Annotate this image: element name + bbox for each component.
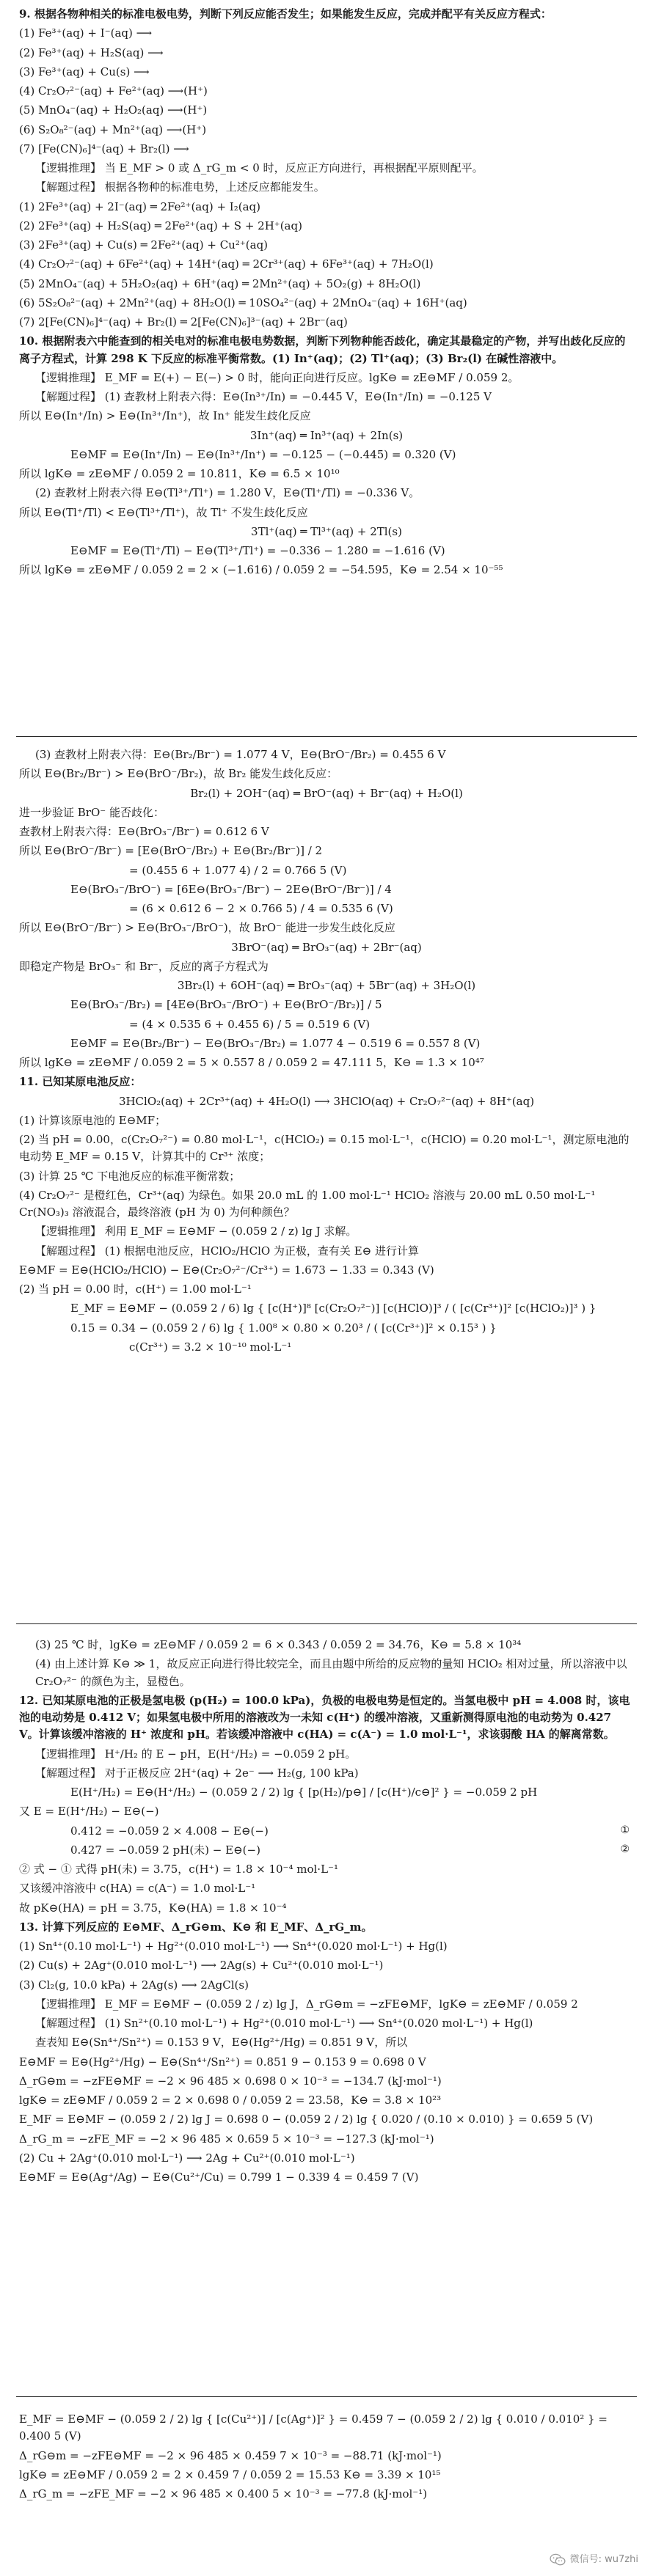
text-line: (4) 由上述计算 K⊖ ≫ 1，故反应正向进行得比较完全，而且由题中所给的反应物的量知 HClO₂ 相对过量，所以溶液中以 Cr₂O₇²⁻ 的颜色为主，显橙色。	[35, 1657, 627, 1688]
equation-line: E⊖MF = E⊖(Br₂/Br⁻) − E⊖(BrO₃⁻/Br₂) = 1.077 4 − 0.519 6 = 0.557 8 (V)	[70, 1036, 481, 1050]
equation-marker: ①	[620, 1824, 630, 1836]
equation-line: 所以 lgK⊖ = zE⊖MF / 0.059 2 = 5 × 0.557 8 / 0.059 2 = 47.111 5，K⊖ = 1.3 × 10⁴⁷	[19, 1056, 484, 1069]
equation-line: E_MF = E⊖MF − (0.059 2 / 2) lg J = 0.698 0 − (0.059 2 / 2) lg { 0.020 / (0.10 × 0.010) } = 0.659 5 (V)	[19, 2113, 594, 2127]
logic-reasoning: 【逻辑推理】 E_MF = E⊖MF − (0.059 2 / z) lg J，Δ_rG⊖m = −zFE⊖MF，lgK⊖ = zE⊖MF / 0.059 2	[35, 1997, 578, 2011]
equation-line: E⊖(BrO₃⁻/BrO⁻) = [6E⊖(BrO₃⁻/Br⁻) − 2E⊖(BrO⁻/Br⁻)] / 4	[70, 882, 392, 896]
equation-line: Δ_rG_m = −zFE_MF = −2 × 96 485 × 0.659 5 × 10⁻³ = −127.3 (kJ·mol⁻¹)	[19, 2132, 434, 2146]
equation-line: E⊖MF = E⊖(Ag⁺/Ag) − E⊖(Cu²⁺/Cu) = 0.799 1 − 0.339 4 = 0.459 7 (V)	[19, 2170, 419, 2184]
equation-line: 所以 lgK⊖ = zE⊖MF / 0.059 2 = 10.811，K⊖ = 6.5 × 10¹⁰	[19, 467, 340, 480]
equation-line: E⊖MF = E⊖(Tl⁺/Tl) − E⊖(Tl³⁺/Tl⁺) = −0.336 − 1.280 = −1.616 (V)	[70, 544, 445, 557]
question-12: 12. 已知某原电池的正极是氢电极 (p(H₂) = 100.0 kPa)，负极的电极电势是恒定的。当氢电极中 pH = 4.008 时，该电池的电动势是 0.412 V；如果氢电极中所用的溶液改为一未知 c(H⁺) 的缓冲溶液，又重新测得原电池的电动势为 0.427 V。计算该缓冲溶液的 H⁺ 浓度和 pH。若该缓冲溶液中 c(HA) = c(A⁻) = 1.0 mol·L⁻¹，求该弱酸 HA 的解离常数。	[19, 1693, 630, 1742]
equation-line: (3) 2Fe³⁺(aq) + Cu(s) ═ 2Fe²⁺(aq) + Cu²⁺(aq)	[19, 238, 269, 252]
equation-line: (5) 2MnO₄⁻(aq) + 5H₂O₂(aq) + 6H⁺(aq) ═ 2Mn²⁺(aq) + 5O₂(g) + 8H₂O(l)	[19, 276, 421, 290]
equation-line: 所以 E⊖(BrO⁻/Br⁻) = [E⊖(BrO⁻/Br₂) + E⊖(Br₂/Br⁻)] / 2	[19, 844, 323, 858]
text-line: 又该缓冲溶液中 c(HA) = c(A⁻) = 1.0 mol·L⁻¹	[19, 1882, 256, 1896]
solution-process: 【解题过程】 (1) Sn²⁺(0.10 mol·L⁻¹) + Hg²⁺(0.010 mol·L⁻¹) ⟶ Sn⁴⁺(0.020 mol·L⁻¹) + Hg(l)	[35, 2017, 533, 2030]
equation-line: 0.412 = −0.059 2 × 4.008 − E⊖(−) ①	[70, 1824, 630, 1838]
page-section-1	[19, 6, 634, 581]
equation-line: (7) 2[Fe(CN)₆]⁴⁻(aq) + Br₂(l) ═ 2[Fe(CN)₆]³⁻(aq) + 2Br⁻(aq)	[19, 315, 348, 329]
equation-line: E_MF = E⊖MF − (0.059 2 / 2) lg { [c(Cu²⁺)] / [c(Ag⁺)]² } = 0.459 7 − (0.059 2 / 2) lg { 0.010 / 0.010² } = 0.400 5 (V)	[19, 2412, 608, 2443]
reaction-item: (4) Cr₂O₇²⁻(aq) + Fe²⁺(aq) ⟶(H⁺)	[19, 84, 208, 98]
equation-line: (2) 2Fe³⁺(aq) + H₂S(aq) ═ 2Fe²⁺(aq) + S + 2H⁺(aq)	[19, 219, 302, 232]
text-line: 查表知 E⊖(Sn⁴⁺/Sn²⁺) = 0.153 9 V，E⊖(Hg²⁺/Hg) = 0.851 9 V，所以	[35, 2036, 408, 2050]
equation-line: (3) 25 ℃ 时，lgK⊖ = zE⊖MF / 0.059 2 = 6 × 0.343 / 0.059 2 = 34.76，K⊖ = 5.8 × 10³⁴	[35, 1638, 522, 1651]
section-divider	[16, 1623, 637, 1624]
sub-question: (4) Cr₂O₇²⁻ 是橙红色，Cr³⁺(aq) 为绿色。如果 20.0 mL 的 1.00 mol·L⁻¹ HClO₂ 溶液与 20.00 mL 0.50 mol·L⁻¹ Cr(NO₃)₃ 溶液混合，最终溶液 (pH 为 0) 为何种颜色？	[19, 1188, 596, 1219]
solution-process: 【解题过程】 根据各物种的标准电势，上述反应都能发生。	[35, 180, 325, 194]
reaction-item: (1) Fe³⁺(aq) + I⁻(aq) ⟶	[19, 26, 153, 40]
logic-reasoning: 【逻辑推理】 E_MF = E(+) − E(−) > 0 时，能向正向进行反应。lgK⊖ = zE⊖MF / 0.059 2。	[35, 370, 519, 384]
equation-line: 3BrO⁻(aq) ═ BrO₃⁻(aq) + 2Br⁻(aq)	[231, 940, 422, 954]
equation-line: lgK⊖ = zE⊖MF / 0.059 2 = 2 × 0.459 7 / 0.059 2 = 15.53 K⊖ = 3.39 × 10¹⁵	[19, 2467, 441, 2481]
reaction-item: (2) Fe³⁺(aq) + H₂S(aq) ⟶	[19, 45, 164, 59]
text-line: 故 pK⊖(HA) = pH = 3.75，K⊖(HA) = 1.8 × 10⁻⁴	[19, 1901, 287, 1915]
equation-line: c(Cr³⁺) = 3.2 × 10⁻¹⁰ mol·L⁻¹	[129, 1340, 292, 1354]
question-9: 9. 根据各物种相关的标准电极电势，判断下列反应能否发生；如果能发生反应，完成并配平有关反应方程式：	[19, 7, 552, 21]
equation-line: 3In⁺(aq) ═ In³⁺(aq) + 2In(s)	[249, 428, 404, 442]
equation-marker: ②	[620, 1843, 630, 1855]
equation-line: 3Br₂(l) + 6OH⁻(aq) ═ BrO₃⁻(aq) + 5Br⁻(aq) + 3H₂O(l)	[177, 979, 476, 992]
equation-line: E(H⁺/H₂) = E⊖(H⁺/H₂) − (0.059 2 / 2) lg { [p(H₂)/p⊖] / [c(H⁺)/c⊖]² } = −0.059 2 pH	[70, 1786, 538, 1799]
equation-line: = (6 × 0.612 6 − 2 × 0.766 5) / 4 = 0.535 6 (V)	[129, 902, 393, 915]
text-line: 所以 E⊖(In⁺/In) > E⊖(In³⁺/In⁺)，故 In⁺ 能发生歧化反应	[19, 409, 311, 423]
text-line: (3) 查教材上附表六得：E⊖(Br₂/Br⁻) = 1.077 4 V，E⊖(BrO⁻/Br₂) = 0.455 6 V	[35, 748, 446, 761]
reaction-item: (2) Cu(s) + 2Ag⁺(0.010 mol·L⁻¹) ⟶ 2Ag(s) + Cu²⁺(0.010 mol·L⁻¹)	[19, 1959, 384, 1973]
reaction-item: (6) S₂O₈²⁻(aq) + Mn²⁺(aq) ⟶(H⁺)	[19, 122, 207, 136]
equation-line: Δ_rG⊖m = −zFE⊖MF = −2 × 96 485 × 0.459 7 × 10⁻³ = −88.71 (kJ·mol⁻¹)	[19, 2448, 442, 2462]
page-section-4	[19, 2411, 634, 2505]
reaction-item: (5) MnO₄⁻(aq) + H₂O₂(aq) ⟶(H⁺)	[19, 103, 208, 117]
text-line: 所以 E⊖(Br₂/Br⁻) > E⊖(BrO⁻/Br₂)，故 Br₂ 能发生歧化反应：	[19, 767, 338, 781]
equation-line: 所以 lgK⊖ = zE⊖MF / 0.059 2 = 2 × (−1.616) / 0.059 2 = −54.595，K⊖ = 2.54 × 10⁻⁵⁵	[19, 563, 503, 577]
text-line: (2) 当 pH = 0.00 时，c(H⁺) = 1.00 mol·L⁻¹	[19, 1283, 252, 1296]
equation-line: E_MF = E⊖MF − (0.059 2 / 6) lg { [c(H⁺)]⁸ [c(Cr₂O₇²⁻)] [c(HClO)]³ / ( [c(Cr³⁺)]² [c(HClO₂)]³ ) }	[70, 1302, 597, 1315]
page-section-2	[19, 746, 634, 1358]
equation-line: (1) 2Fe³⁺(aq) + 2I⁻(aq) ═ 2Fe²⁺(aq) + I₂(aq)	[19, 199, 260, 213]
equation-line: E⊖MF = E⊖(HClO₂/HClO) − E⊖(Cr₂O₇²⁻/Cr³⁺) = 1.673 − 1.33 = 0.343 (V)	[19, 1263, 434, 1277]
equation-line: E⊖(BrO₃⁻/Br₂) = [4E⊖(BrO₃⁻/BrO⁻) + E⊖(BrO⁻/Br₂)] / 5	[70, 998, 382, 1012]
question-10: 10. 根据附表六中能查到的相关电对的标准电极电势数据，判断下列物种能否歧化，确定其最稳定的产物，并写出歧化反应的离子方程式，计算 298 K 下反应的标准平衡常数。(1) In⁺(aq)；(2) Tl⁺(aq)；(3) Br₂(l) 在碱性溶液中。	[19, 334, 626, 365]
equation-line: Δ_rG⊖m = −zFE⊖MF = −2 × 96 485 × 0.698 0 × 10⁻³ = −134.7 (kJ·mol⁻¹)	[19, 2074, 442, 2088]
equation-line: 3Tl⁺(aq) ═ Tl³⁺(aq) + 2Tl(s)	[251, 524, 402, 538]
reaction-item: (2) Cu + 2Ag⁺(0.010 mol·L⁻¹) ⟶ 2Ag + Cu²⁺(0.010 mol·L⁻¹)	[19, 2151, 355, 2165]
page-section-3	[19, 1637, 634, 2188]
equation-line: Δ_rG_m = −zFE_MF = −2 × 96 485 × 0.400 5 × 10⁻³ = −77.8 (kJ·mol⁻¹)	[19, 2487, 428, 2500]
reaction-item: (1) Sn⁴⁺(0.10 mol·L⁻¹) + Hg²⁺(0.010 mol·L⁻¹) ⟶ Sn⁴⁺(0.020 mol·L⁻¹) + Hg(l)	[19, 1940, 448, 1953]
reaction-item: (7) [Fe(CN)₆]⁴⁻(aq) + Br₂(l) ⟶	[19, 142, 189, 155]
reaction-item: (3) Fe³⁺(aq) + Cu(s) ⟶	[19, 65, 150, 78]
solution-process: 【解题过程】 对于正极反应 2H⁺(aq) + 2e⁻ ⟶ H₂(g, 100 kPa)	[35, 1766, 359, 1780]
equation-line: 又 E = E(H⁺/H₂) − E⊖(−)	[19, 1805, 159, 1819]
watermark-text: 微信号: wu7zhi	[569, 2553, 638, 2565]
logic-reasoning: 【逻辑推理】 利用 E_MF = E⊖MF − (0.059 2 / z) lg J 求解。	[35, 1225, 357, 1239]
equation-line: (4) Cr₂O₇²⁻(aq) + 6Fe²⁺(aq) + 14H⁺(aq) ═ 2Cr³⁺(aq) + 6Fe³⁺(aq) + 7H₂O(l)	[19, 257, 434, 271]
text-line: 进一步验证 BrO⁻ 能否歧化：	[19, 805, 164, 819]
equation-line: E⊖MF = E⊖(In⁺/In) − E⊖(In³⁺/In⁺) = −0.125 − (−0.445) = 0.320 (V)	[70, 447, 456, 461]
section-divider	[16, 736, 637, 737]
equation-line: lgK⊖ = zE⊖MF / 0.059 2 = 2 × 0.698 0 / 0.059 2 = 23.58，K⊖ = 3.8 × 10²³	[19, 2094, 442, 2107]
equation-line: Br₂(l) + 2OH⁻(aq) ═ BrO⁻(aq) + Br⁻(aq) + H₂O(l)	[190, 786, 463, 800]
equation-line: 0.427 = −0.059 2 pH(未) − E⊖(−) ②	[70, 1843, 630, 1857]
text-line: 所以 E⊖(Tl⁺/Tl) < E⊖(Tl³⁺/Tl⁺)，故 Tl⁺ 不发生歧化反应	[19, 505, 308, 519]
solution-process: 【解题过程】 (1) 根据电池反应，HClO₂/HClO 为正极，查有关 E⊖ 进行计算	[35, 1244, 419, 1258]
sub-question: (1) 计算该原电池的 E⊖MF；	[19, 1113, 167, 1127]
text-line: (2) 查教材上附表六得 E⊖(Tl³⁺/Tl⁺) = 1.280 V，E⊖(Tl⁺/Tl) = −0.336 V。	[35, 486, 420, 500]
equation-line: (6) 5S₂O₈²⁻(aq) + 2Mn²⁺(aq) + 8H₂O(l) ═ 10SO₄²⁻(aq) + 2MnO₄⁻(aq) + 16H⁺(aq)	[19, 296, 467, 309]
reaction-item: (3) Cl₂(g, 10.0 kPa) + 2Ag(s) ⟶ 2AgCl(s)	[19, 1978, 249, 1992]
equation-line: E⊖MF = E⊖(Hg²⁺/Hg) − E⊖(Sn⁴⁺/Sn²⁺) = 0.851 9 − 0.153 9 = 0.698 0 V	[19, 2055, 426, 2069]
equation-line: 0.15 = 0.34 − (0.059 2 / 6) lg { 1.00⁸ × 0.80 × 0.20³ / ( [c(Cr³⁺)]² × 0.15³ ) }	[70, 1321, 497, 1335]
question-11: 11. 已知某原电池反应：	[19, 1075, 142, 1089]
question-13: 13. 计算下列反应的 E⊖MF、Δ_rG⊖m、K⊖ 和 E_MF、Δ_rG_m。	[19, 1920, 373, 1934]
wechat-icon	[550, 2553, 566, 2566]
wechat-watermark	[550, 2550, 638, 2569]
logic-reasoning: 【逻辑推理】 H⁺/H₂ 的 E − pH，E(H⁺/H₂) = −0.059 2 pH。	[35, 1747, 357, 1761]
equation-line: 3HClO₂(aq) + 2Cr³⁺(aq) + 4H₂O(l) ⟶ 3HClO(aq) + Cr₂O₇²⁻(aq) + 8H⁺(aq)	[118, 1094, 535, 1108]
sub-question: (2) 当 pH = 0.00，c(Cr₂O₇²⁻) = 0.80 mol·L⁻¹，c(HClO₂) = 0.15 mol·L⁻¹，c(HClO) = 0.20 mol·L⁻¹，测定原电池的电动势 E_MF = 0.15 V，计算其中的 Cr³⁺ 浓度；	[19, 1133, 630, 1164]
solution-process: 【解题过程】 (1) 查教材上附表六得：E⊖(In³⁺/In) = −0.445 V，E⊖(In⁺/In) = −0.125 V	[35, 390, 492, 403]
sub-question: (3) 计算 25 ℃ 下电池反应的标准平衡常数；	[19, 1169, 241, 1183]
text-line: 所以 E⊖(BrO⁻/Br⁻) > E⊖(BrO₃⁻/BrO⁻)，故 BrO⁻ 能进一步发生歧化反应	[19, 921, 395, 935]
equation-line: = (4 × 0.535 6 + 0.455 6) / 5 = 0.519 6 (V)	[129, 1017, 371, 1031]
text-line: ② 式 − ① 式得 pH(未) = 3.75，c(H⁺) = 1.8 × 10⁻⁴ mol·L⁻¹	[19, 1863, 338, 1876]
text-line: 查教材上附表六得：E⊖(BrO₃⁻/Br⁻) = 0.612 6 V	[19, 825, 269, 838]
logic-reasoning: 【逻辑推理】 当 E_MF > 0 或 Δ_rG_m < 0 时，反应正方向进行，再根据配平原则配平。	[35, 161, 484, 175]
section-divider	[16, 2396, 637, 2397]
equation-line: = (0.455 6 + 1.077 4) / 2 = 0.766 5 (V)	[129, 863, 347, 877]
text-line: 即稳定产物是 BrO₃⁻ 和 Br⁻，反应的离子方程式为	[19, 959, 269, 973]
